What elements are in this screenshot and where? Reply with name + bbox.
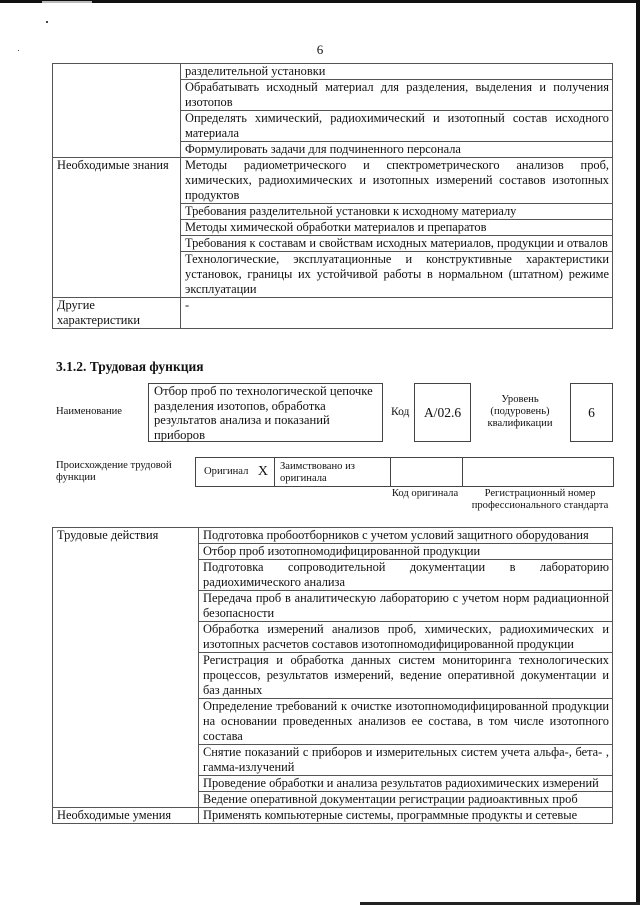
function-code-box: A/02.6 (414, 383, 471, 442)
list-item: Подготовка пробоотборников с учетом условий защитного оборудования (199, 528, 613, 544)
list-item: Регистрация и обработка данных систем мониторинга технологических процессов, результатов измерений, ведение оперативной документации и баз данных (199, 653, 613, 699)
list-item: разделительной установки (181, 64, 613, 80)
list-item: - (181, 298, 613, 329)
list-item: Обрабатывать исходный материал для разделения, выделения и получения изотопов (181, 80, 613, 111)
list-item: Методы химической обработки материалов и препаратов (181, 220, 613, 236)
table-row (53, 64, 613, 80)
original-label: Оригинал (204, 466, 249, 477)
list-item: Снятие показаний с приборов и измерительных систем учета альфа-, бета- , гамма-излучений (199, 745, 613, 776)
name-label: Наименование (56, 406, 122, 417)
row-label (53, 64, 181, 158)
scan-speck (46, 21, 48, 23)
page-number: 6 (316, 42, 324, 57)
original-mark: X (257, 464, 268, 479)
scan-edge-top (0, 0, 640, 3)
row-label-actions: Трудовые действия (53, 528, 199, 808)
level-label: Уровень (подуровень) квалификации (487, 394, 553, 429)
reg-number-caption: Регистрационный номер профессионального стандарта (471, 488, 609, 511)
labor-actions-table (52, 527, 613, 824)
list-item: Передача проб в аналитическую лабораторию с учетом норм радиационной безопасности (199, 591, 613, 622)
origin-original-cell (196, 458, 274, 486)
row-label-knowledge: Необходимые знания (53, 158, 181, 298)
function-name-box: Отбор проб по технологической цепочке разделения изотопов, обработка результатов анализа и показаний приборов (148, 383, 383, 442)
list-item: Методы радиометрического и спектрометрического анализов проб, химических, радиохимических и изотопных измерений составов изотопных продуктов (181, 158, 613, 204)
skills-knowledge-table (52, 63, 613, 329)
borrowed-label: Заимствовано из оригинала (274, 458, 390, 486)
row-label-other: Другие характеристики (53, 298, 181, 329)
list-item: Технологические, эксплуатационные и конструктивные характеристики установок, границы их устойчивой работы в нормальном (штатном) режиме эксплуатации (181, 252, 613, 298)
list-item: Требования разделительной установки к исходному материалу (181, 204, 613, 220)
list-item: Требования к составам и свойствам исходных материалов, продукции и отвалов (181, 236, 613, 252)
scan-edge-top-highlight (42, 1, 92, 3)
table-row (53, 528, 613, 544)
origin-table (195, 457, 614, 487)
code-label: Код (391, 406, 410, 418)
scan-edge-right (636, 0, 640, 905)
list-item: Проведение обработки и анализа результатов радиохимических измерений (199, 776, 613, 792)
origin-code-cell (390, 458, 462, 486)
section-heading: 3.1.2. Трудовая функция (56, 359, 204, 374)
table-row (53, 808, 613, 824)
list-item: Отбор проб изотопномодифицированной продукции (199, 544, 613, 560)
table-row (53, 158, 613, 204)
origin-label: Происхождение трудовой функции (56, 460, 172, 483)
list-item: Определять химический, радиохимический и изотопный состав исходного материала (181, 111, 613, 142)
origin-reg-number-cell (462, 458, 613, 486)
list-item: Подготовка сопроводительной документации в лабораторию радиохимического анализа (199, 560, 613, 591)
list-item: Ведение оперативной документации регистрации радиоактивных проб (199, 792, 613, 808)
qualification-level-box: 6 (570, 383, 613, 442)
code-caption: Код оригинала (391, 488, 459, 499)
list-item: Обработка измерений анализов проб, химических, радиохимических и изотопных расчетов составов изотопномодифицированной продукции (199, 622, 613, 653)
table-row (53, 298, 613, 329)
row-label-skills: Необходимые умения (53, 808, 199, 824)
list-item: Формулировать задачи для подчиненного персонала (181, 142, 613, 158)
list-item: Определение требований к очистке изотопномодифицированной продукции на основании проведенных анализов ее состава, в том числе изотопного состава (199, 699, 613, 745)
list-item: Применять компьютерные системы, программные продукты и сетевые (199, 808, 613, 824)
